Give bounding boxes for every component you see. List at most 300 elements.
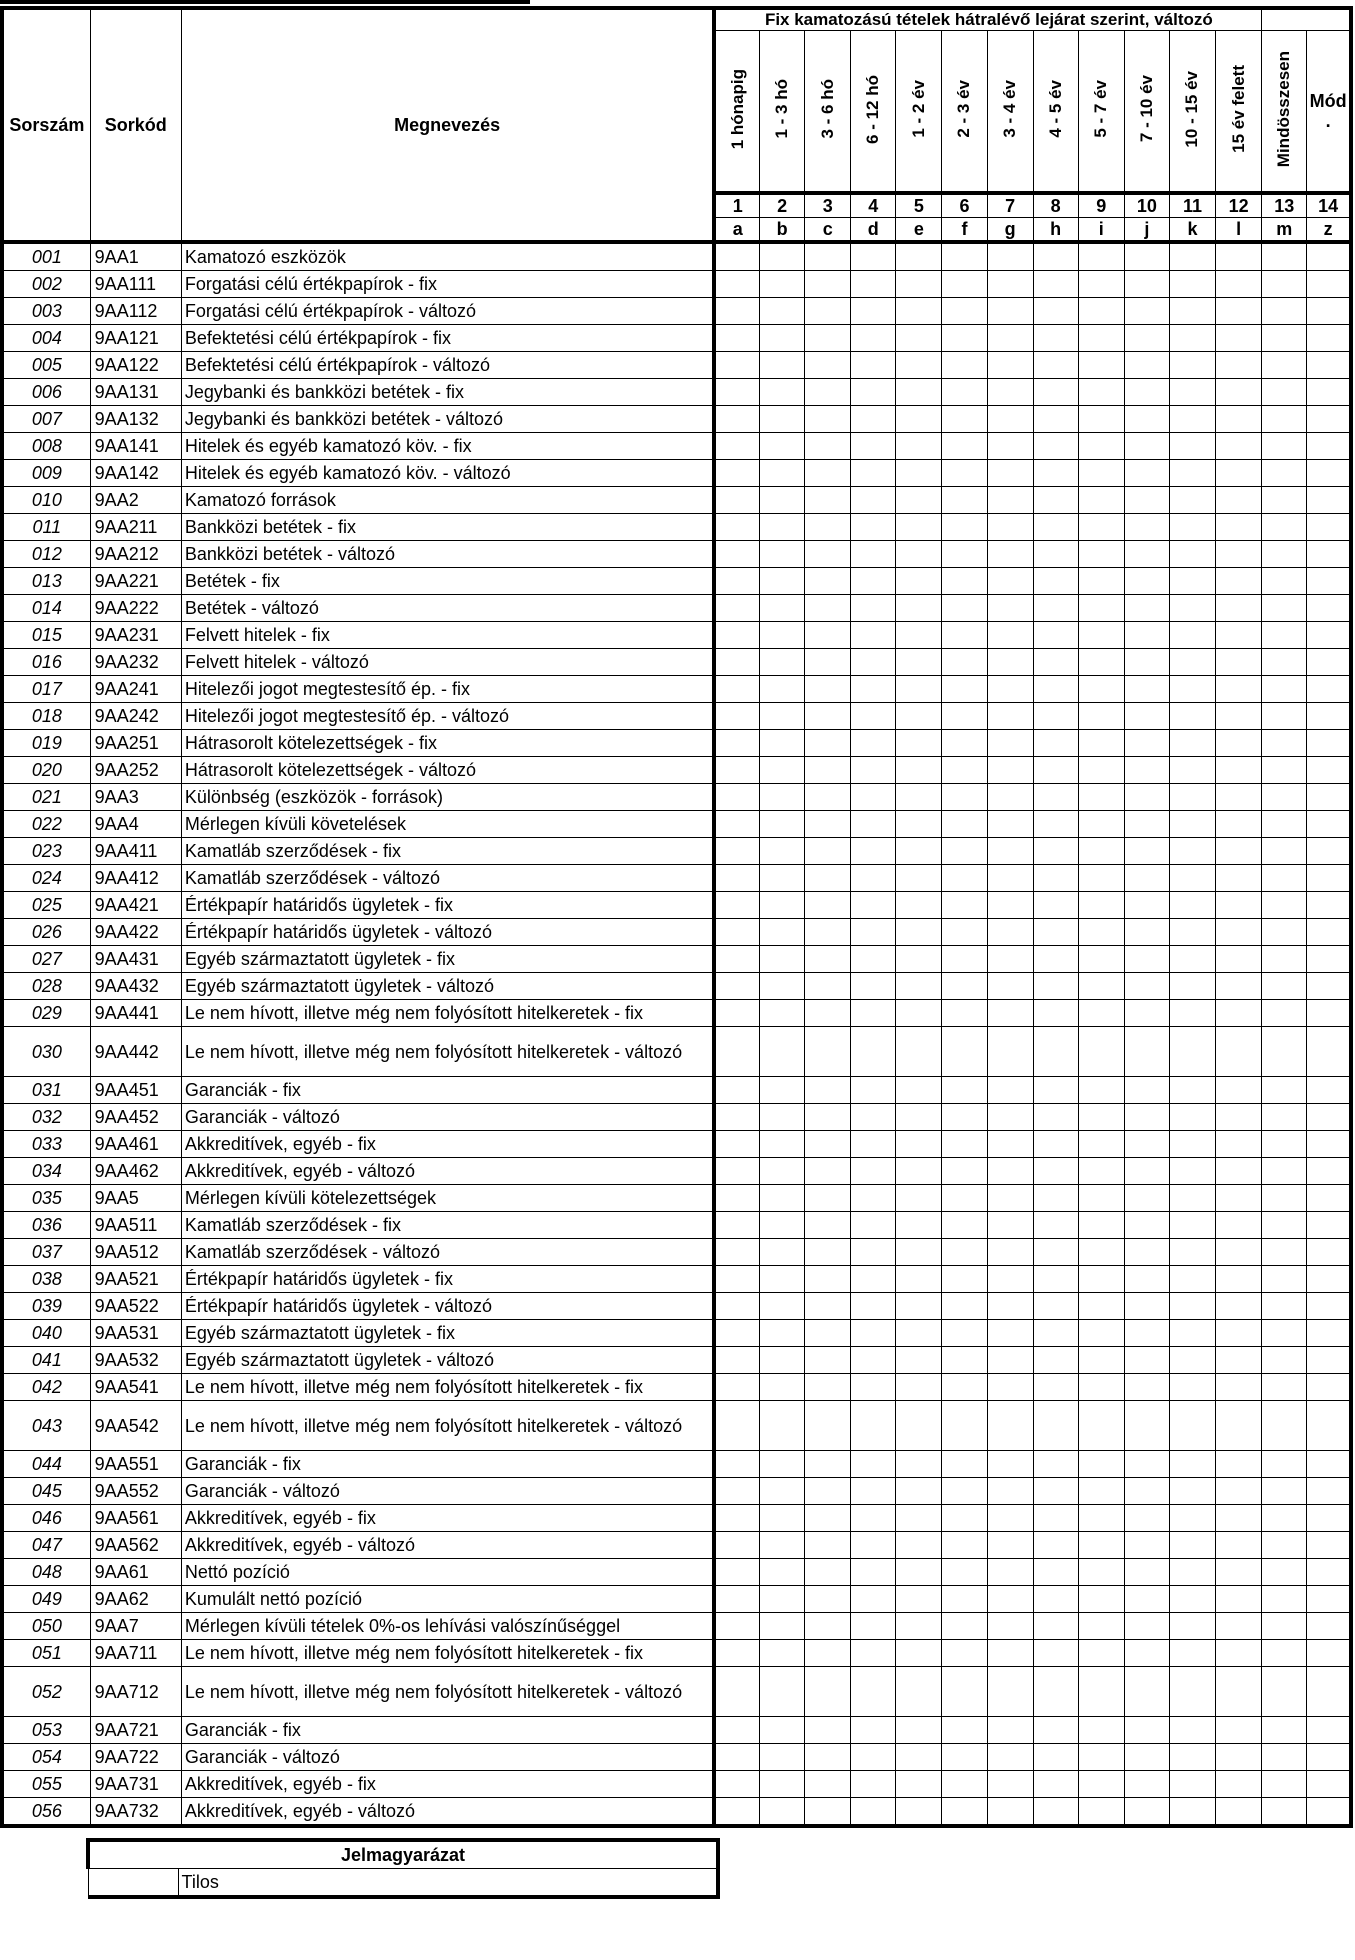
value-cell[interactable] [987,1559,1033,1586]
value-cell[interactable] [1078,1559,1124,1586]
value-cell[interactable] [1216,1586,1262,1613]
value-cell[interactable] [1078,865,1124,892]
value-cell[interactable] [714,919,759,946]
value-cell[interactable] [805,595,851,622]
value-cell[interactable] [760,352,805,379]
value-cell[interactable] [942,1613,987,1640]
value-cell[interactable] [851,1478,896,1505]
value-cell[interactable] [942,242,987,271]
value-cell[interactable] [896,919,942,946]
value-cell[interactable] [1169,703,1215,730]
value-cell[interactable] [714,1505,759,1532]
value-cell[interactable] [987,1027,1033,1077]
value-cell[interactable] [987,946,1033,973]
value-cell[interactable] [851,892,896,919]
value-cell[interactable] [1216,946,1262,973]
value-cell[interactable] [1124,487,1169,514]
value-cell[interactable] [942,757,987,784]
value-cell[interactable] [805,892,851,919]
value-cell[interactable] [1033,811,1078,838]
value-cell[interactable] [805,568,851,595]
value-cell[interactable] [987,1374,1033,1401]
value-cell[interactable] [987,325,1033,352]
value-cell[interactable] [1078,1532,1124,1559]
value-cell[interactable] [1307,1744,1351,1771]
value-cell[interactable] [1307,1505,1351,1532]
value-cell[interactable] [942,1640,987,1667]
value-cell[interactable] [1262,946,1307,973]
value-cell[interactable] [1033,1771,1078,1798]
value-cell[interactable] [760,1667,805,1717]
value-cell[interactable] [1078,1185,1124,1212]
value-cell[interactable] [805,433,851,460]
value-cell[interactable] [805,514,851,541]
value-cell[interactable] [851,242,896,271]
value-cell[interactable] [1216,919,1262,946]
value-cell[interactable] [1169,1239,1215,1266]
value-cell[interactable] [1216,1640,1262,1667]
value-cell[interactable] [1262,352,1307,379]
value-cell[interactable] [851,1613,896,1640]
value-cell[interactable] [1124,865,1169,892]
value-cell[interactable] [851,541,896,568]
value-cell[interactable] [987,1532,1033,1559]
value-cell[interactable] [1033,352,1078,379]
value-cell[interactable] [805,1077,851,1104]
value-cell[interactable] [1216,1667,1262,1717]
value-cell[interactable] [1078,1478,1124,1505]
value-cell[interactable] [805,325,851,352]
value-cell[interactable] [896,406,942,433]
value-cell[interactable] [1124,946,1169,973]
value-cell[interactable] [760,487,805,514]
value-cell[interactable] [851,865,896,892]
value-cell[interactable] [805,1771,851,1798]
value-cell[interactable] [987,1077,1033,1104]
value-cell[interactable] [714,1104,759,1131]
value-cell[interactable] [1262,703,1307,730]
value-cell[interactable] [1078,1077,1124,1104]
value-cell[interactable] [1033,1320,1078,1347]
value-cell[interactable] [851,1320,896,1347]
value-cell[interactable] [942,514,987,541]
value-cell[interactable] [987,1717,1033,1744]
value-cell[interactable] [1216,1000,1262,1027]
value-cell[interactable] [1307,1586,1351,1613]
value-cell[interactable] [1262,811,1307,838]
value-cell[interactable] [1216,1505,1262,1532]
value-cell[interactable] [805,1239,851,1266]
value-cell[interactable] [1307,352,1351,379]
value-cell[interactable] [714,622,759,649]
value-cell[interactable] [760,433,805,460]
value-cell[interactable] [1262,1717,1307,1744]
value-cell[interactable] [1216,649,1262,676]
value-cell[interactable] [760,325,805,352]
value-cell[interactable] [805,1586,851,1613]
value-cell[interactable] [896,730,942,757]
value-cell[interactable] [760,1374,805,1401]
value-cell[interactable] [1262,514,1307,541]
value-cell[interactable] [1078,1027,1124,1077]
value-cell[interactable] [896,865,942,892]
value-cell[interactable] [1307,1131,1351,1158]
value-cell[interactable] [1216,622,1262,649]
value-cell[interactable] [1169,1347,1215,1374]
value-cell[interactable] [1033,433,1078,460]
value-cell[interactable] [1124,1027,1169,1077]
value-cell[interactable] [851,433,896,460]
value-cell[interactable] [760,514,805,541]
value-cell[interactable] [1307,595,1351,622]
value-cell[interactable] [851,1000,896,1027]
value-cell[interactable] [896,568,942,595]
value-cell[interactable] [1169,1559,1215,1586]
value-cell[interactable] [1262,1158,1307,1185]
value-cell[interactable] [1033,1401,1078,1451]
value-cell[interactable] [1124,1158,1169,1185]
value-cell[interactable] [896,271,942,298]
value-cell[interactable] [1262,1212,1307,1239]
value-cell[interactable] [1216,541,1262,568]
value-cell[interactable] [760,298,805,325]
value-cell[interactable] [714,325,759,352]
value-cell[interactable] [714,1374,759,1401]
value-cell[interactable] [987,1212,1033,1239]
value-cell[interactable] [1216,1771,1262,1798]
value-cell[interactable] [1033,271,1078,298]
value-cell[interactable] [1216,406,1262,433]
value-cell[interactable] [714,1559,759,1586]
value-cell[interactable] [1169,1667,1215,1717]
value-cell[interactable] [987,514,1033,541]
value-cell[interactable] [942,1478,987,1505]
value-cell[interactable] [851,379,896,406]
value-cell[interactable] [1307,1347,1351,1374]
value-cell[interactable] [1262,973,1307,1000]
value-cell[interactable] [1216,1798,1262,1827]
value-cell[interactable] [1307,784,1351,811]
value-cell[interactable] [1169,1293,1215,1320]
value-cell[interactable] [987,1266,1033,1293]
value-cell[interactable] [1262,757,1307,784]
value-cell[interactable] [1307,1077,1351,1104]
value-cell[interactable] [1216,865,1262,892]
value-cell[interactable] [760,1559,805,1586]
value-cell[interactable] [1078,1293,1124,1320]
value-cell[interactable] [896,352,942,379]
value-cell[interactable] [1033,514,1078,541]
value-cell[interactable] [987,242,1033,271]
value-cell[interactable] [1124,1266,1169,1293]
value-cell[interactable] [851,1077,896,1104]
value-cell[interactable] [1124,973,1169,1000]
value-cell[interactable] [1216,487,1262,514]
value-cell[interactable] [1124,676,1169,703]
value-cell[interactable] [1124,1451,1169,1478]
value-cell[interactable] [1124,784,1169,811]
value-cell[interactable] [714,1266,759,1293]
value-cell[interactable] [1169,1451,1215,1478]
value-cell[interactable] [714,1532,759,1559]
value-cell[interactable] [714,1077,759,1104]
value-cell[interactable] [1262,649,1307,676]
value-cell[interactable] [714,757,759,784]
value-cell[interactable] [942,865,987,892]
value-cell[interactable] [760,1451,805,1478]
value-cell[interactable] [896,757,942,784]
value-cell[interactable] [851,1293,896,1320]
value-cell[interactable] [942,973,987,1000]
value-cell[interactable] [987,1239,1033,1266]
value-cell[interactable] [896,514,942,541]
value-cell[interactable] [1169,433,1215,460]
value-cell[interactable] [805,811,851,838]
value-cell[interactable] [1124,1478,1169,1505]
value-cell[interactable] [805,242,851,271]
value-cell[interactable] [896,325,942,352]
value-cell[interactable] [1216,352,1262,379]
value-cell[interactable] [1078,838,1124,865]
value-cell[interactable] [1262,1771,1307,1798]
value-cell[interactable] [851,1239,896,1266]
value-cell[interactable] [851,460,896,487]
value-cell[interactable] [1216,568,1262,595]
value-cell[interactable] [1033,703,1078,730]
value-cell[interactable] [1124,1586,1169,1613]
value-cell[interactable] [1169,379,1215,406]
value-cell[interactable] [851,1798,896,1827]
value-cell[interactable] [1033,242,1078,271]
value-cell[interactable] [1078,1717,1124,1744]
value-cell[interactable] [1262,622,1307,649]
value-cell[interactable] [851,1212,896,1239]
value-cell[interactable] [1216,676,1262,703]
value-cell[interactable] [987,703,1033,730]
value-cell[interactable] [714,514,759,541]
value-cell[interactable] [987,1744,1033,1771]
value-cell[interactable] [1216,595,1262,622]
value-cell[interactable] [1033,1559,1078,1586]
value-cell[interactable] [714,1478,759,1505]
value-cell[interactable] [1033,730,1078,757]
value-cell[interactable] [1124,1347,1169,1374]
value-cell[interactable] [987,1401,1033,1451]
value-cell[interactable] [987,1451,1033,1478]
value-cell[interactable] [896,1347,942,1374]
value-cell[interactable] [1078,811,1124,838]
value-cell[interactable] [714,379,759,406]
value-cell[interactable] [1262,595,1307,622]
value-cell[interactable] [1262,919,1307,946]
value-cell[interactable] [942,433,987,460]
value-cell[interactable] [714,1667,759,1717]
value-cell[interactable] [942,1212,987,1239]
value-cell[interactable] [1033,1586,1078,1613]
value-cell[interactable] [942,1000,987,1027]
value-cell[interactable] [987,1505,1033,1532]
value-cell[interactable] [987,460,1033,487]
value-cell[interactable] [1033,649,1078,676]
value-cell[interactable] [987,568,1033,595]
value-cell[interactable] [851,1451,896,1478]
value-cell[interactable] [987,1000,1033,1027]
value-cell[interactable] [805,973,851,1000]
value-cell[interactable] [987,1131,1033,1158]
value-cell[interactable] [1033,919,1078,946]
value-cell[interactable] [805,1798,851,1827]
value-cell[interactable] [1262,242,1307,271]
value-cell[interactable] [896,838,942,865]
value-cell[interactable] [896,460,942,487]
value-cell[interactable] [896,1401,942,1451]
value-cell[interactable] [805,1401,851,1451]
value-cell[interactable] [1216,298,1262,325]
value-cell[interactable] [714,1451,759,1478]
value-cell[interactable] [1262,1559,1307,1586]
value-cell[interactable] [760,676,805,703]
value-cell[interactable] [1216,1613,1262,1640]
value-cell[interactable] [896,541,942,568]
value-cell[interactable] [851,1027,896,1077]
value-cell[interactable] [1124,1374,1169,1401]
value-cell[interactable] [714,1185,759,1212]
value-cell[interactable] [1124,1771,1169,1798]
value-cell[interactable] [1169,1212,1215,1239]
value-cell[interactable] [942,1532,987,1559]
value-cell[interactable] [1307,541,1351,568]
value-cell[interactable] [1262,568,1307,595]
value-cell[interactable] [851,919,896,946]
value-cell[interactable] [760,1000,805,1027]
value-cell[interactable] [1078,1640,1124,1667]
value-cell[interactable] [1262,1505,1307,1532]
value-cell[interactable] [851,973,896,1000]
value-cell[interactable] [760,730,805,757]
value-cell[interactable] [1124,703,1169,730]
value-cell[interactable] [1262,1613,1307,1640]
value-cell[interactable] [1307,622,1351,649]
value-cell[interactable] [760,595,805,622]
value-cell[interactable] [1216,730,1262,757]
value-cell[interactable] [942,1239,987,1266]
value-cell[interactable] [1216,1131,1262,1158]
value-cell[interactable] [851,1667,896,1717]
value-cell[interactable] [1078,649,1124,676]
value-cell[interactable] [1169,541,1215,568]
value-cell[interactable] [896,379,942,406]
value-cell[interactable] [714,406,759,433]
value-cell[interactable] [805,1532,851,1559]
value-cell[interactable] [714,811,759,838]
value-cell[interactable] [1169,1798,1215,1827]
value-cell[interactable] [1169,757,1215,784]
value-cell[interactable] [1033,1451,1078,1478]
value-cell[interactable] [1307,433,1351,460]
value-cell[interactable] [714,892,759,919]
value-cell[interactable] [896,1586,942,1613]
value-cell[interactable] [1169,1000,1215,1027]
value-cell[interactable] [851,568,896,595]
value-cell[interactable] [1124,1293,1169,1320]
value-cell[interactable] [805,865,851,892]
value-cell[interactable] [1078,271,1124,298]
value-cell[interactable] [987,271,1033,298]
value-cell[interactable] [805,1478,851,1505]
value-cell[interactable] [1124,271,1169,298]
value-cell[interactable] [1033,487,1078,514]
value-cell[interactable] [714,541,759,568]
value-cell[interactable] [1262,298,1307,325]
value-cell[interactable] [1262,1320,1307,1347]
value-cell[interactable] [942,1586,987,1613]
value-cell[interactable] [1078,622,1124,649]
value-cell[interactable] [714,703,759,730]
value-cell[interactable] [1124,1000,1169,1027]
value-cell[interactable] [942,811,987,838]
value-cell[interactable] [1216,892,1262,919]
value-cell[interactable] [1307,730,1351,757]
value-cell[interactable] [1169,1532,1215,1559]
value-cell[interactable] [1216,514,1262,541]
value-cell[interactable] [1216,1532,1262,1559]
value-cell[interactable] [760,649,805,676]
value-cell[interactable] [896,1798,942,1827]
value-cell[interactable] [1169,568,1215,595]
value-cell[interactable] [1124,1104,1169,1131]
value-cell[interactable] [760,1077,805,1104]
value-cell[interactable] [1262,1293,1307,1320]
value-cell[interactable] [714,1798,759,1827]
value-cell[interactable] [896,298,942,325]
value-cell[interactable] [942,541,987,568]
value-cell[interactable] [1262,379,1307,406]
value-cell[interactable] [896,1027,942,1077]
value-cell[interactable] [760,1158,805,1185]
value-cell[interactable] [1169,1131,1215,1158]
value-cell[interactable] [942,1744,987,1771]
value-cell[interactable] [896,703,942,730]
value-cell[interactable] [1078,973,1124,1000]
value-cell[interactable] [851,271,896,298]
value-cell[interactable] [714,1320,759,1347]
value-cell[interactable] [805,1185,851,1212]
value-cell[interactable] [1262,1131,1307,1158]
value-cell[interactable] [1124,595,1169,622]
value-cell[interactable] [942,919,987,946]
value-cell[interactable] [851,676,896,703]
value-cell[interactable] [1216,379,1262,406]
value-cell[interactable] [896,1212,942,1239]
value-cell[interactable] [851,1744,896,1771]
value-cell[interactable] [805,1667,851,1717]
value-cell[interactable] [1078,406,1124,433]
value-cell[interactable] [1307,406,1351,433]
value-cell[interactable] [942,1185,987,1212]
value-cell[interactable] [714,1347,759,1374]
value-cell[interactable] [1078,379,1124,406]
value-cell[interactable] [714,1158,759,1185]
value-cell[interactable] [760,1640,805,1667]
value-cell[interactable] [942,1104,987,1131]
value-cell[interactable] [1262,784,1307,811]
value-cell[interactable] [805,1027,851,1077]
value-cell[interactable] [1307,1532,1351,1559]
value-cell[interactable] [896,1717,942,1744]
value-cell[interactable] [1169,1613,1215,1640]
value-cell[interactable] [760,1347,805,1374]
value-cell[interactable] [1169,784,1215,811]
